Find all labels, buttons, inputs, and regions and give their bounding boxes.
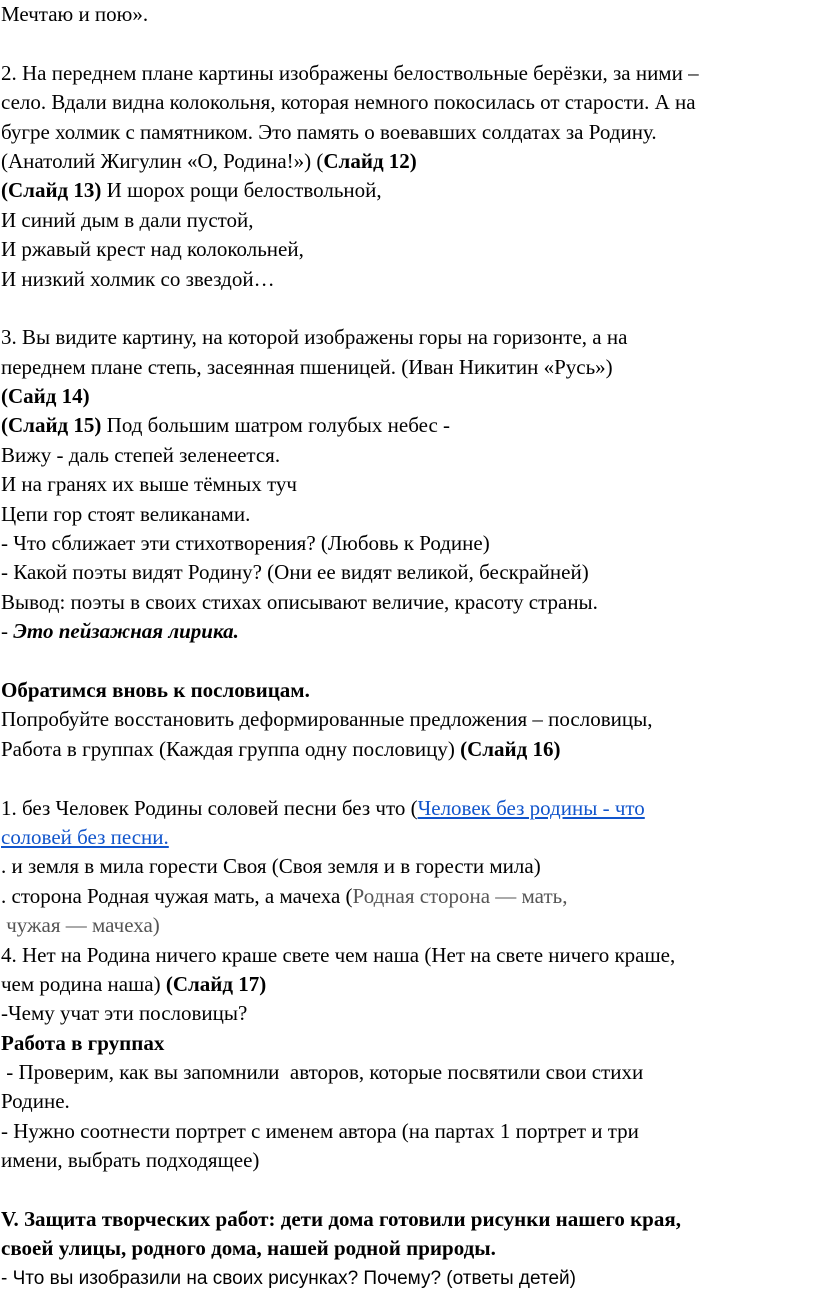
text-line: - Что вы изобразили на своих рисунках? Почему? (ответы детей) <box>1 1267 576 1289</box>
blank-line <box>0 29 816 58</box>
blank-line <box>0 764 816 793</box>
slide-ref: (Сайд 14) <box>1 384 90 409</box>
text-line: Попробуйте восстановить деформированные предложения – пословицы, <box>1 707 653 732</box>
poem-line: И синий дым в дали пустой, <box>1 207 254 232</box>
poem-source: (Анатолий Жигулин «О, Родина!») ( <box>1 148 324 173</box>
poem-line: Вижу - даль степей зеленеется. <box>1 442 281 467</box>
emphasis-text: Это пейзажная лирика. <box>13 619 239 644</box>
slide-ref: Слайд 12) <box>323 148 417 173</box>
text-line <box>0 617 816 646</box>
proverb-link[interactable]: соловей без песни. <box>1 824 169 849</box>
proverb-line: . и земля в мила горести Своя (Своя земля и в горести мила) <box>1 854 541 879</box>
proverb-answer: Родная сторона — мать, <box>352 883 568 908</box>
poem-line: Цепи гор стоят великанами. <box>1 501 251 526</box>
proverb-line <box>0 882 816 911</box>
text-line: - Нужно соотнести портрет с именем автора (на партах 1 портрет и три <box>1 1118 639 1143</box>
text-line <box>0 147 816 176</box>
slide-ref: (Слайд 15) <box>1 413 102 438</box>
slide-ref: (Слайд 16) <box>460 736 561 761</box>
poem-line: И на гранях их выше тёмных туч <box>1 472 297 497</box>
proverb-text: . сторона Родная чужая мать, а мачеха ( <box>1 883 353 908</box>
slide-ref: (Слайд 17) <box>165 971 267 996</box>
blank-line <box>0 647 816 676</box>
text-line: - Проверим, как вы запомнили авторов, которые посвятили свои стихи <box>1 1060 644 1085</box>
question-line: -Чему учат эти пословицы? <box>1 1001 248 1026</box>
heading-text: Работа в группах <box>1 1030 165 1055</box>
proverb-text: 1. без Человек Родины соловей песни без что ( <box>1 795 418 820</box>
poem-line: И шорох рощи белоствольной, <box>101 178 382 203</box>
text-line: переднем плане степь, засеянная пшеницей. (Иван Никитин «Русь») <box>1 354 613 379</box>
question-line: - Что сближает эти стихотворения? (Любовь к Родине) <box>1 531 490 556</box>
text-line: Мечтаю и пою». <box>1 2 149 26</box>
text-line <box>0 735 816 764</box>
text-line: село. Вдали видна колокольня, которая немного покосилась от старости. А на <box>1 90 696 115</box>
text-line <box>0 382 816 411</box>
poem-line: Под большим шатром голубых небес - <box>101 413 451 438</box>
text-line <box>0 176 816 205</box>
text-line: имени, выбрать подходящее) <box>1 1148 260 1173</box>
proverb-line <box>0 794 816 823</box>
proverb-line <box>0 970 816 999</box>
section-heading <box>0 1234 816 1263</box>
heading-text: своей улицы, родного дома, нашей родной природы. <box>1 1236 496 1261</box>
question-line: - Какой поэты видят Родину? (Они ее видят великой, бескрайней) <box>1 560 589 585</box>
proverb-link[interactable]: Человек без родины - что <box>417 795 645 820</box>
proverb-answer: чужая — мачеха) <box>1 913 160 938</box>
blank-line <box>0 294 816 323</box>
proverb-line <box>0 911 816 940</box>
heading-text: Обратимся вновь к пословицам. <box>1 677 310 702</box>
proverb-line: 4. Нет на Родина ничего краше свете чем наша (Нет на свете ничего краше, <box>1 942 676 967</box>
blank-line <box>0 1176 816 1205</box>
section-heading <box>0 1205 816 1234</box>
proverb-line <box>0 823 816 852</box>
conclusion-line: Вывод: поэты в своих стихах описывают величие, красоту страны. <box>1 589 598 614</box>
poem-line: И низкий холмик со звездой… <box>1 266 275 291</box>
section-heading <box>0 676 816 705</box>
text-line <box>0 411 816 440</box>
text-line: Родине. <box>1 1089 70 1114</box>
text-line: 3. Вы видите картину, на которой изображены горы на горизонте, а на <box>1 325 628 350</box>
proverb-text: чем родина наша) <box>1 971 166 996</box>
heading-text: V. Защита творческих работ: дети дома готовили рисунки нашего края, <box>1 1207 681 1232</box>
text-line: 2. На переднем плане картины изображены белоствольные берёзки, за ними – <box>1 60 699 85</box>
poem-line: И ржавый крест над колокольней, <box>1 237 304 262</box>
slide-ref: (Слайд 13) <box>1 178 102 203</box>
text-line: бугре холмик с памятником. Это память о воевавших солдатах за Родину. <box>1 119 657 144</box>
instruction-text: Работа в группах (Каждая группа одну пословицу) <box>1 736 461 761</box>
section-heading <box>0 1029 816 1058</box>
dash: - <box>1 619 14 644</box>
